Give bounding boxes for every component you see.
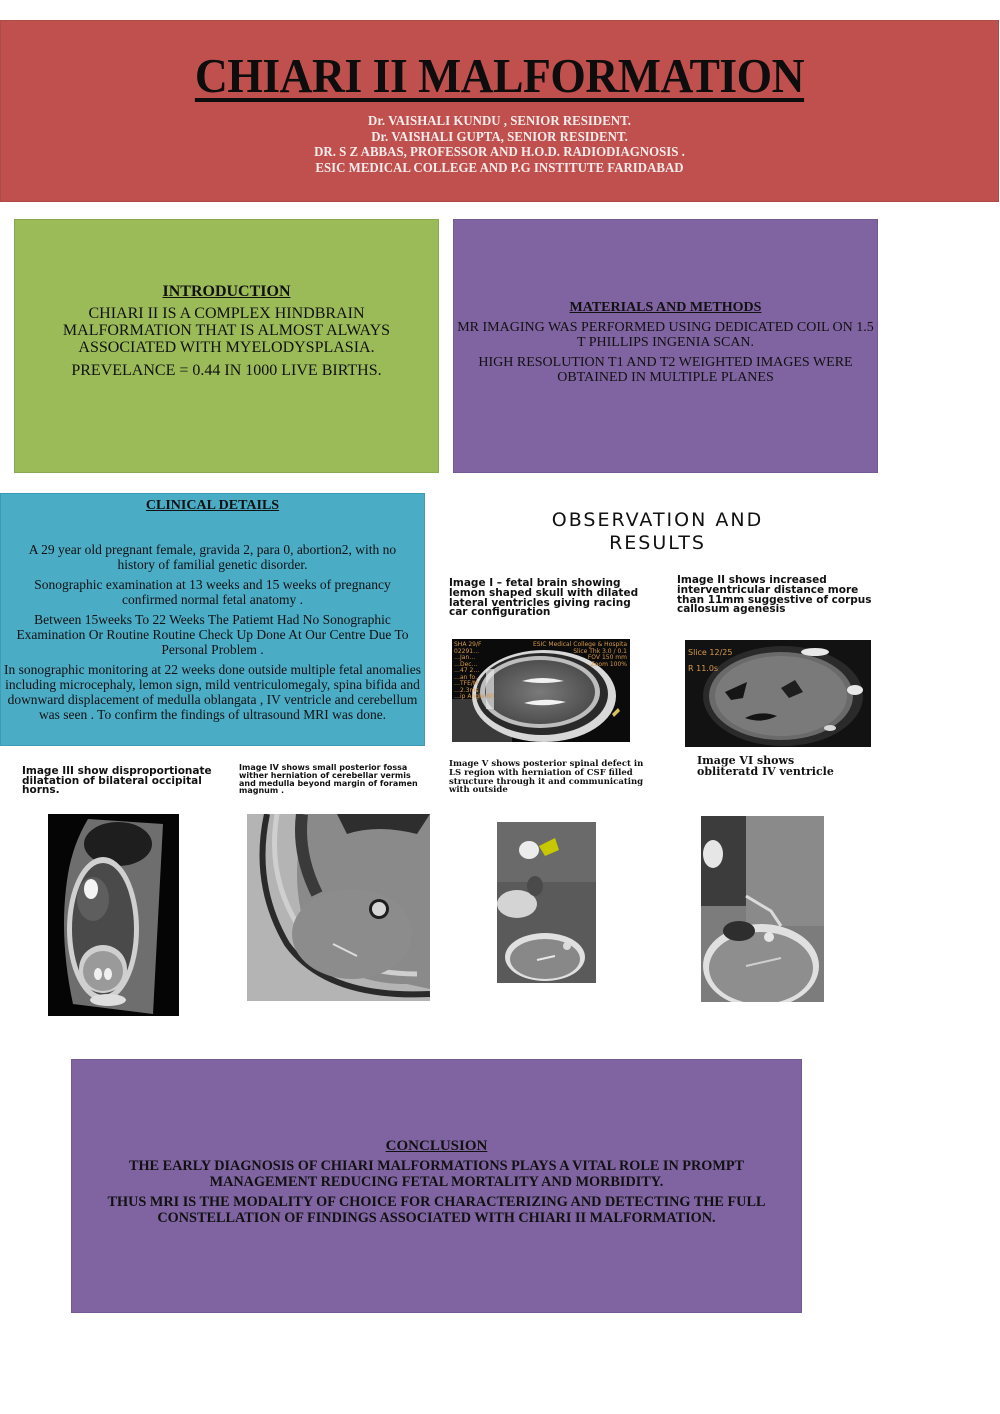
- clinical-details-heading: CLINICAL DETAILS: [145, 498, 280, 513]
- image-vi-caption: Image VI shows obliteratd IV ventricle: [697, 754, 834, 778]
- poster-title: CHIARI II MALFORMATION: [194, 48, 805, 103]
- overlay-text: ESIC Medical College & Hospita: [532, 641, 627, 648]
- methods-text: MR IMAGING WAS PERFORMED USING DEDICATED COIL ON 1.5 T PHILLIPS INGENIA SCAN.: [457, 320, 874, 350]
- overlay-text: …Dec…: [454, 660, 478, 668]
- introduction-panel: [14, 219, 439, 473]
- overlay-text: …47 2…: [454, 667, 480, 674]
- institution-line: ESIC MEDICAL COLLEGE AND P.G INSTITUTE FARIDABAD: [315, 160, 684, 176]
- clinical-text: In sonographic monitoring at 22 weeks done outside multiple fetal anomalies including microcephaly, lemon sign, mild ventriculomegaly, spina bifida and downward displacement of medulla oblangata , IV ventricle and cerebellum was seen . To confirm the findings of ultrasound MRI was done.: [4, 662, 421, 722]
- conclusion-panel: [71, 1059, 802, 1313]
- overlay-text: …TFE/M: [454, 680, 479, 687]
- materials-methods-panel: [453, 219, 878, 473]
- overlay-text: R 11.0s: [688, 664, 719, 673]
- overlay-text: …2.3ms: [454, 686, 479, 694]
- overlay-text: FOV 150 mm: [587, 654, 627, 661]
- overlay-text: Slice 12/25: [688, 648, 733, 657]
- poster-header: [0, 20, 999, 202]
- mri-image-vi: [701, 816, 824, 1002]
- clinical-text: A 29 year old pregnant female, gravida 2, para 0, abortion2, with no history of familial genetic disorder.: [28, 542, 397, 572]
- mri-image-i: [452, 639, 630, 742]
- conclusion-text: THE EARLY DIAGNOSIS OF CHIARI MALFORMATIONS PLAYS A VITAL ROLE IN PROMPT MANAGEMENT REDUCING FETAL MORTALITY AND MORBIDITY.: [128, 1158, 745, 1190]
- mri-image-iii: [48, 814, 179, 1016]
- author-line: Dr. VAISHALI GUPTA, SENIOR RESIDENT.: [371, 129, 628, 145]
- overlay-text: …Jan…: [454, 654, 476, 661]
- image-i-caption: Image I – fetal brain showing lemon shaped skull with dilated lateral ventricles giving racing car configuration: [449, 577, 639, 619]
- clinical-text: Sonographic examination at 13 weeks and 15 weeks of pregnancy confirmed normal fetal anatomy .: [34, 577, 391, 607]
- mri-image-ii: [685, 640, 871, 747]
- author-line: Dr. VAISHALI KUNDU , SENIOR RESIDENT.: [368, 114, 631, 129]
- image-ii-overlay: [688, 645, 732, 677]
- materials-methods-heading: MATERIALS AND METHODS: [569, 300, 762, 315]
- prevalence-text: PREVELANCE = 0.44 IN 1000 LIVE BIRTHS.: [71, 362, 382, 379]
- observations-heading-line: RESULTS: [609, 532, 706, 554]
- overlay-text: …ip Angle 80: [454, 693, 494, 700]
- conclusion-text: THUS MRI IS THE MODALITY OF CHOICE FOR CHARACTERIZING AND DETECTING THE FULL CONSTELLATION OF FINDINGS ASSOCIATED WITH CHIARI II MALFORMATION.: [107, 1194, 766, 1226]
- introduction-text: CHIARI II IS A COMPLEX HINDBRAIN MALFORMATION THAT IS ALMOST ALWAYS ASSOCIATED WITH MYELODYSPLASIA.: [62, 305, 391, 356]
- clinical-text: Between 15weeks To 22 Weeks The Patiemt Had No Sonographic Examination Or Routine Routine Check Up Done At Our Centre Due To Personal Problem .: [16, 612, 409, 657]
- overlay-text: Zoom 100%: [590, 660, 627, 668]
- author-line: DR. S Z ABBAS, PROFESSOR AND H.O.D. RADIODIAGNOSIS .: [314, 145, 685, 160]
- observations-heading-line: OBSERVATION AND: [551, 509, 764, 531]
- mri-image-iv: [247, 814, 430, 1001]
- mri-image-v: [497, 822, 596, 983]
- overlay-text: …an fo…: [454, 673, 482, 681]
- clinical-details-panel: [0, 493, 425, 746]
- image-i-overlay-right: [533, 642, 627, 668]
- overlay-text: Slice Thk 3.0 / 0.1: [573, 647, 627, 655]
- overlay-text: 02291…: [454, 647, 480, 655]
- overlay-text: SHA 29/F: [454, 641, 482, 648]
- conclusion-heading: CONCLUSION: [385, 1138, 488, 1154]
- author-list: [1, 114, 998, 176]
- image-i-overlay-left: [454, 642, 494, 701]
- methods-text: HIGH RESOLUTION T1 AND T2 WEIGHTED IMAGES WERE OBTAINED IN MULTIPLE PLANES: [478, 355, 853, 385]
- image-iv-caption: Image IV shows small posterior fossa wither herniation of cerebellar vermis and medulla beyond margin of foramen magnum .: [239, 763, 418, 796]
- image-ii-caption: Image II shows increased interventricular distance more than 11mm suggestive of corpus callosum agenesis: [677, 574, 872, 616]
- image-iii-caption: Image III show disproportionate dilatation of bilateral occipital horns.: [22, 765, 212, 796]
- image-v-caption: Image V shows posterior spinal defect in LS region with herniation of CSF filled structure through it and communicating with outside: [449, 759, 644, 796]
- introduction-heading: INTRODUCTION: [162, 283, 291, 300]
- observations-heading: [460, 509, 855, 555]
